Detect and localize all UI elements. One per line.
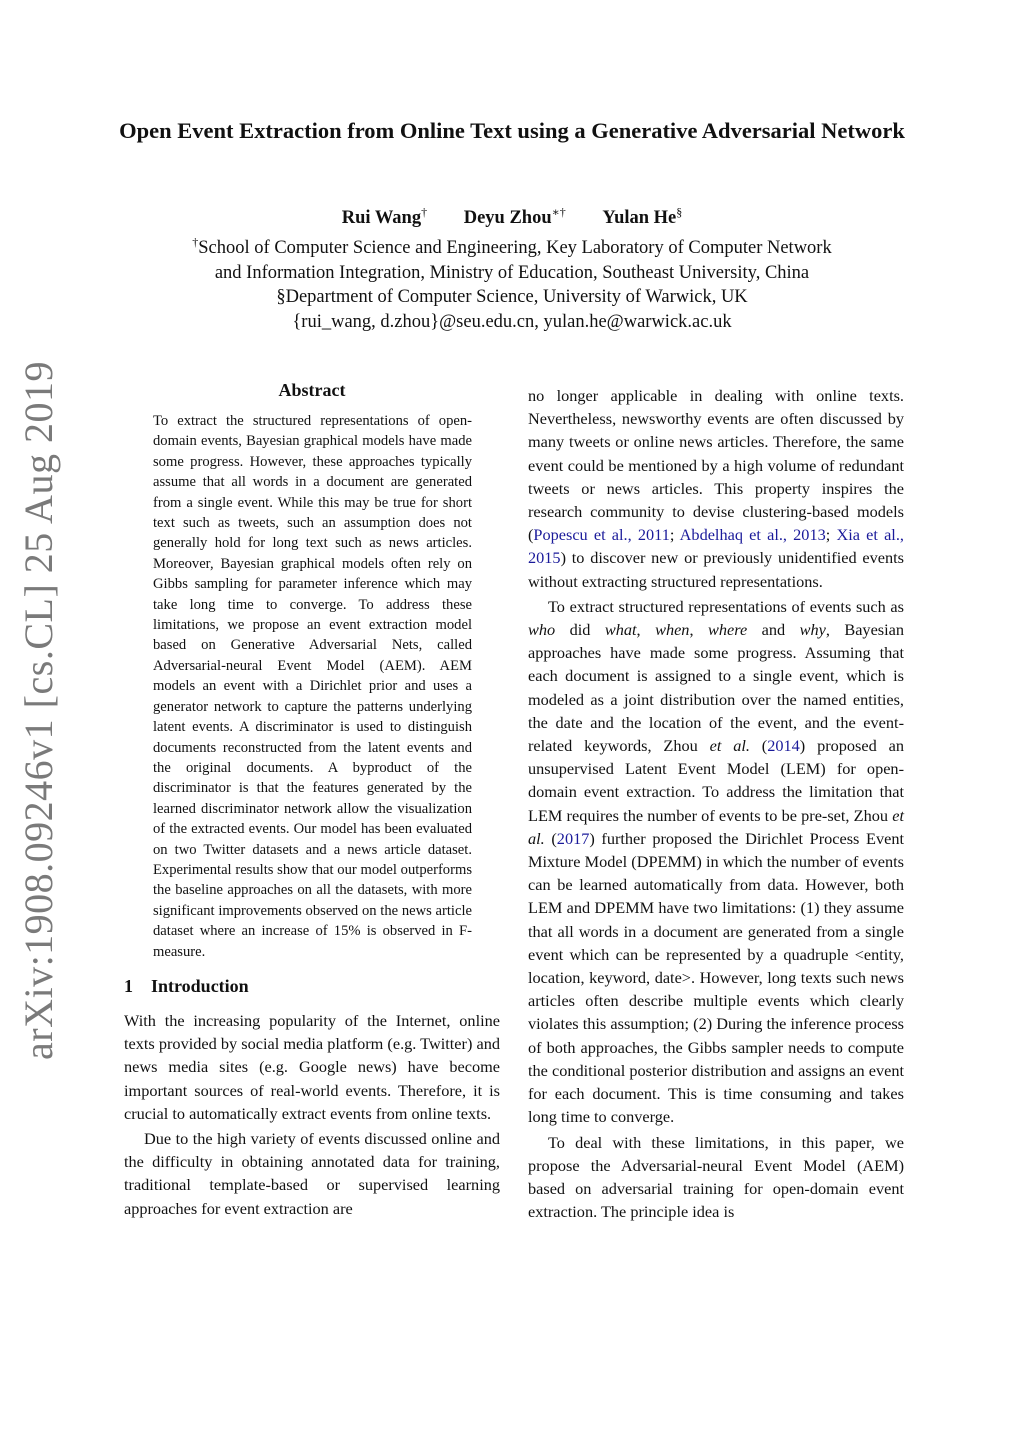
author-1 [341, 205, 428, 229]
left-column [124, 380, 500, 1220]
paper-title: Open Event Extraction from Online Text using a Generative Adversarial Network [119, 118, 905, 143]
paragraph: To extract structured representations of events such as who did what, when, where and why, Bayesian approaches have made some progress. Assuming that each document is assigned to a single event, which is modeled as a joint distribution over the named entities, the date and the location of the event, and the event-related keywords, Zhou et al. (2014) proposed an unsupervised Latent Event Model (LEM) for open-domain event extraction. To address the limitation that LEM requires the number of events to be pre-set, Zhou et al. (2017) further proposed the Dirichlet Process Event Mixture Model (DPEMM) in which the number of events can be learned automatically from data. However, both LEM and DPEMM have two limitations: (1) they assume that all words in a document are generated from a single event which can be represented by a quadruple <entity, location, keyword, date>. However, long texts such news articles often describe multiple events which clearly violates this assumption; (2) During the inference process of both approaches, the Gibbs sampler needs to compute the conditional posterior distribution and assigns an event for each document. This is time consuming and takes long time to converge. [528, 596, 905, 1127]
abstract-heading: Abstract [278, 380, 346, 400]
citation-link[interactable]: Xia et al., 2015 [528, 525, 904, 568]
author-mark: ∗† [551, 205, 566, 219]
abstract-text: To extract the structured representations of open-domain events, Bayesian graphical models have made some progress. However, these approaches typically assume that all words in a document are generated from a single event. While this may be true for short text such as tweets, such an assumption does not generally hold for long text such as news articles. Moreover, Bayesian graphical models often rely on Gibbs sampling for parameter inference which may take long time to converge. To address these limitations, we propose an event extraction model based on Generative Adversarial Nets, called Adversarial-neural Event Model (AEM). AEM models an event with a Dirichlet prior and uses a generator network to capture the patterns underlying latent events. A discriminator is used to distinguish documents reconstructed from the latent events and the original documents. A byproduct of the discriminator is that the features generated by the learned discriminator network allow the visualization of the extracted events. Our model has been evaluated on two Twitter datasets and a news article dataset. Experimental results show that our model outperforms the baseline approaches on all the datasets, with more significant improvements observed on the news article dataset where an increase of 15% is observed in F-measure. [153, 413, 472, 960]
citation-link[interactable]: Popescu et al., 2011 [533, 525, 670, 545]
citation-link[interactable]: 2017 [556, 828, 590, 848]
section-heading-introduction [124, 976, 500, 997]
affiliation-line: §Department of Computer Science, University of Warwick, UK [276, 287, 748, 308]
section-title: Introduction [151, 975, 249, 996]
author-mark: § [676, 205, 683, 219]
author-2 [463, 205, 566, 229]
arxiv-identifier: arXiv:1908.09246v1 [cs.CL] 25 Aug 2019 [16, 361, 61, 1060]
affiliations [100, 230, 924, 334]
citation-link[interactable]: 2014 [767, 736, 800, 756]
author-3 [602, 205, 683, 229]
affiliation-line: and Information Integration, Ministry of Education, Southeast University, China [214, 262, 810, 283]
paragraph: Due to the high variety of events discussed online and the difficulty in obtaining annotated data for training, traditional template-based or supervised learning approaches for event extraction are [124, 1128, 500, 1218]
author-name: Rui Wang [341, 208, 422, 229]
right-column [528, 384, 904, 1223]
paragraph: To deal with these limitations, in this paper, we propose the Adversarial-neural Event Model (AEM) based on adversarial training for open-domain event extraction. The principle idea is [528, 1132, 904, 1222]
citation-link[interactable]: Abdelhaq et al., 2013 [679, 525, 826, 545]
author-emails: {rui_wang, d.zhou}@seu.edu.cn, yulan.he@warwick.ac.uk [292, 311, 732, 332]
paragraph: no longer applicable in dealing with online texts. Nevertheless, newsworthy events are often discussed by many tweets or online news articles. Therefore, the same event could be mentioned by a high volume of redundant tweets or news articles. This property inspires the research community to devise clustering-based models (Popescu et al., 2011; Abdelhaq et al., 2013; Xia et al., 2015) to discover new or previously unidentified events without extracting structured representations. [528, 386, 904, 591]
author-name: Deyu Zhou [463, 208, 552, 229]
author-name: Yulan He [602, 208, 677, 229]
affiliation-mark: † [192, 235, 199, 249]
section-number: 1 [124, 975, 133, 996]
paragraph: With the increasing popularity of the Internet, online texts provided by social media platform (e.g. Twitter) and news media sites (e.g. Google news) have become important sources of real-world events. Therefore, it is crucial to automatically extract events from online texts. [124, 1010, 500, 1123]
author-list [100, 205, 924, 229]
affiliation-line: †School of Computer Science and Engineering, Key Laboratory of Computer Network [192, 235, 832, 259]
author-mark: † [421, 205, 428, 219]
